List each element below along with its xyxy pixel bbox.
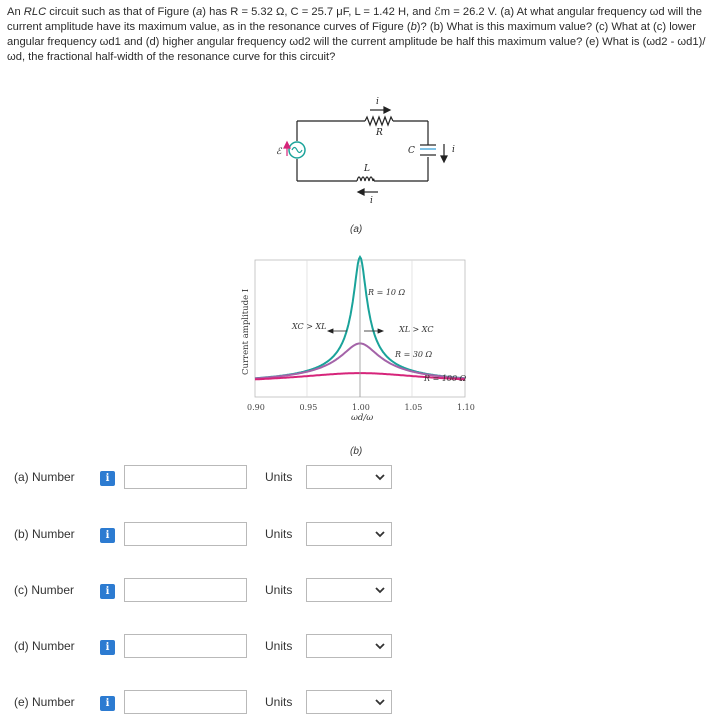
answer-input[interactable] [124,578,247,602]
current-label-top: i [376,97,379,107]
resistor-symbol [365,117,393,125]
current-label-right: i [452,145,455,155]
question-text: An RLC circuit such as that of Figure (a) has R = 5.32 Ω, C = 25.7 μF, L = 1.42 H, and ℰm = 26.2 V. (a) At what angular frequency ωd will the current amplitude have its maximum value, as in the resonance curves of Figure (b)? (b) What is this maximum value? (c) What at (c) lower angular frequency ωd1 and (d) higher angular frequency ωd2 will the current amplitude be half this maximum value? (e) What is (ωd2 - ωd1)/ωd, the fractional half-width of the resonance curve for this circuit? [7,6,706,63]
annotation-r10: R = 10 Ω [368,288,406,297]
y-axis-label: Current amplitude I [241,288,251,375]
circuit-diagram [284,107,447,195]
answer-label: (b) Number [14,527,75,541]
answer-input[interactable] [124,465,247,489]
resistor-label: R [376,128,383,138]
current-label-bottom: i [370,196,373,206]
resonance-chart [241,257,475,423]
chevron-down-icon [375,698,385,706]
answer-input[interactable] [124,634,247,658]
answer-label: (d) Number [14,639,75,653]
annotation-xc-gt-xl: XC > XL [292,322,327,331]
info-icon[interactable]: i [100,584,115,599]
chevron-down-icon [375,473,385,481]
x-tick-label: 1.00 [352,403,370,412]
annotation-r100: R = 100 Ω [424,374,467,383]
info-icon[interactable]: i [100,696,115,711]
units-select[interactable] [306,465,392,489]
figure-b-caption: (b) [350,446,363,457]
units-label: Units [265,470,293,484]
chevron-down-icon [375,642,385,650]
inductor-label: L [364,164,370,174]
x-tick-label: 0.95 [299,403,318,412]
x-tick-label: 0.90 [247,403,265,412]
answer-input[interactable] [124,690,247,714]
figure-a-caption: (a) [350,224,363,235]
units-label: Units [265,639,293,653]
info-icon[interactable]: i [100,471,115,486]
inductor-symbol [357,177,374,181]
chevron-down-icon [375,586,385,594]
units-select[interactable] [306,578,392,602]
answer-label: (e) Number [14,695,75,709]
chevron-down-icon [375,530,385,538]
answer-label: (a) Number [14,470,75,484]
units-label: Units [265,695,293,709]
units-select[interactable] [306,522,392,546]
units-select[interactable] [306,690,392,714]
x-tick-label: 1.05 [404,403,423,412]
units-select[interactable] [306,634,392,658]
x-tick-label: 1.10 [457,403,475,412]
annotation-xl-gt-xc: XL > XC [399,325,434,334]
units-label: Units [265,527,293,541]
answer-input[interactable] [124,522,247,546]
units-label: Units [265,583,293,597]
info-icon[interactable]: i [100,640,115,655]
capacitor-label: C [408,146,415,156]
x-axis-label: ωd/ω [351,413,374,423]
info-icon[interactable]: i [100,528,115,543]
emf-label: ℰ [276,147,282,157]
annotation-r30: R = 30 Ω [395,350,433,359]
answer-label: (c) Number [14,583,75,597]
